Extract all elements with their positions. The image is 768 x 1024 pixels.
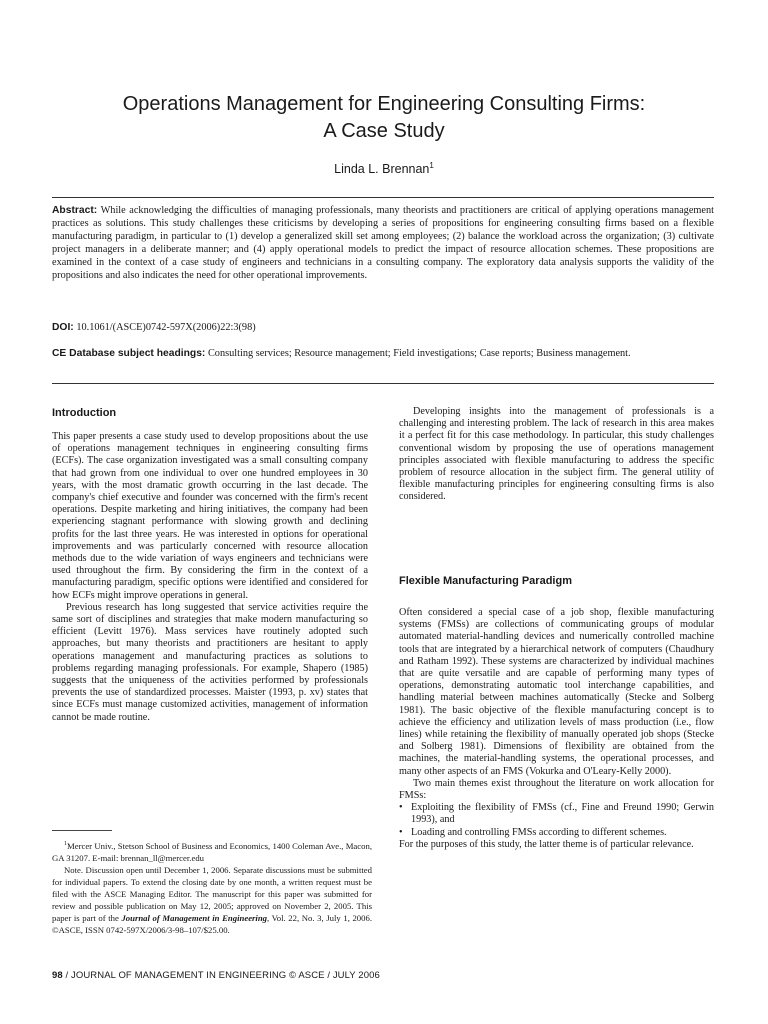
footnote-note-text: Note. Discussion open until December 1, 2006. Separate discussions must be submitted for individual papers. To extend the closing date by one month, a written request must be filed with the ASCE Managing Editor. The manuscript for this paper was submitted for review and possible publication on May 12, 2005; approved on November 2, 2005. This paper is part of the (52, 864, 372, 923)
page-number: 98 (52, 970, 63, 981)
right-column-intro (399, 406, 714, 504)
fms-paragraph-2: Two main themes exist throughout the literature on work allocation for FMSs: (399, 777, 714, 802)
doi-line (52, 321, 714, 334)
flexible-manufacturing-body (399, 607, 714, 851)
flexible-manufacturing-heading: Flexible Manufacturing Paradigm (399, 575, 572, 587)
doi-label: DOI: (52, 322, 74, 333)
header-rule (52, 197, 714, 198)
right-column-paragraph-1: Developing insights into the management of professionals is a challenging and interesting problem. The lack of research in this area makes it a perfect fit for this case methodology. In particular, this study challenges conventional wisdom by proposing the use of operations management principles associated with flexible manufacturing to address the specific problem of resource allocation in the subject firm. The general utility of flexible manufacturing principles for engineering consulting firms is also considered. (399, 406, 714, 503)
bullet-mark: • (399, 802, 403, 814)
footnote-journal: Journal of Management in Engineering (121, 912, 268, 923)
fms-bullet-2 (399, 827, 714, 839)
footnote-rule (52, 830, 112, 831)
bullet-mark: • (399, 826, 403, 838)
abstract-text: While acknowledging the difficulties of managing professionals, many theorists and practitioners are critical of applying operations management practices as solutions. This study challenges these criticisms by developing a series of propositions for engineering consulting firms based on a flexible manufacturing paradigm, in particular to (1) develop a generalized skill set among employees; (2) balance the workload across the organization; (3) cultivate project managers in a deliberate manner; and (4) apply operational models to predict the impact of resource allocation schemes. These propositions are examined in the context of a case study of engineers and technicians in a consulting company. The exploratory data analysis supports the validity of the propositions and also indicates the need for other operational improvements. (52, 205, 714, 281)
author-name: Linda L. Brennan (334, 162, 430, 177)
footnotes (52, 838, 372, 936)
fms-paragraph-1: Often considered a special case of a job shop, flexible manufacturing systems (FMSs) are collections of communicating groups of modular automated material-handling devices and numerically controlled machine tools that are integrated by a hierarchical network of computers (Chaudhury and Ratham 1992). These systems are characterized by individual machines that are quite versatile and are capable of performing many types of operations, demonstrating automatic tool interchange capabilities, and handling material between machines automatically (Stecke and Solberg 1981). The basic objective of the flexible manufacturing concept is to achieve the efficiency and utilization levels of mass production (i.e., flow lines) while retaining the flexibility of manually operated job shops (Stecke and Solberg 1981). Dimensions of flexibility are obtained from the machines, the material-handling systems, the operational processes, and many other aspects of an FMS (Vokurka and O'Leary-Kelly 2000). (399, 607, 714, 777)
author-line (0, 158, 768, 177)
introduction-paragraph-1: This paper presents a case study used to develop propositions about the use of operations management techniques in engineering consulting firms (ECFs). The case organization investigated was a small consulting company that had grown from one individual to over one hundred employees in 30 years, with the most dramatic growth occurring in the last decade. The company's chief executive and founder was concerned with the firm's recent operations. Despite marketing and hiring initiatives, the company had been experiencing stagnant performance with slowing growth and declining profits for the last three years. He was interested in options for operational improvements and was particularly concerned with resource allocation methods due to the wide variation of ways engineers and technicians were used throughout the firm. By considering the firm in the context of a manufacturing paradigm, specific options were identified and considered for how ECFs might improve operations in general. (52, 431, 368, 601)
footnote-affiliation-mark: 1 (64, 841, 67, 847)
footnote-note (52, 864, 372, 936)
abstract (52, 205, 714, 282)
running-footer (52, 970, 380, 981)
subject-headings-label: CE Database subject headings: (52, 348, 206, 359)
footnote-affiliation (52, 838, 372, 864)
subject-headings-value: Consulting services; Resource management; Field investigations; Case reports; Business management. (207, 348, 631, 359)
author-note-mark: 1 (429, 161, 434, 170)
subject-headings (52, 347, 714, 361)
footnote-note-tail: , Vol. 22, No. 3, July 1, 2006. ©ASCE, ISSN 0742-597X/2006/3-98–107/$25.00. (52, 912, 373, 935)
abstract-rule (52, 383, 714, 384)
introduction-paragraph-2: Previous research has long suggested that service activities require the same sort of disciplines and strategies that make modern manufacturing so efficient (Levitt 1976). Mass services have routinely adopted such approaches, but many theorists and practitioners are hesitant to apply operations management and manufacturing practices as solutions to problems regarding managing professionals. For example, Shapero (1985) suggests that the uniqueness of the activities performed by professionals prevents the use of standardized processes. Maister (1993, p. xv) states that since ECFs must manage customized activities, management of information cannot be made routine. (52, 601, 368, 723)
doi-value: 10.1061/(ASCE)0742-597X(2006)22:3(98) (76, 322, 256, 333)
fms-bullet-1 (399, 802, 714, 826)
abstract-label: Abstract: (52, 205, 98, 216)
footnote-affiliation-text: Mercer Univ., Stetson School of Business and Economics, 1400 Coleman Ave., Macon, GA 31207. E-mail: brennan_ll@mercer.edu (52, 840, 372, 863)
paper-title (0, 91, 768, 145)
bullet-text: Loading and controlling FMSs according to different schemes. (411, 826, 667, 838)
title-line-2: A Case Study (323, 120, 445, 142)
bullet-text: Exploiting the flexibility of FMSs (cf., Fine and Freund 1990; Gerwin 1993), and (411, 802, 714, 826)
fms-paragraph-3: For the purposes of this study, the latter theme is of particular relevance. (399, 838, 694, 850)
title-line-1: Operations Management for Engineering Consulting Firms: (122, 93, 646, 115)
introduction-body (52, 431, 368, 724)
running-footer-text: / JOURNAL OF MANAGEMENT IN ENGINEERING © ASCE / JULY 2006 (65, 970, 380, 981)
introduction-heading: Introduction (52, 407, 117, 419)
